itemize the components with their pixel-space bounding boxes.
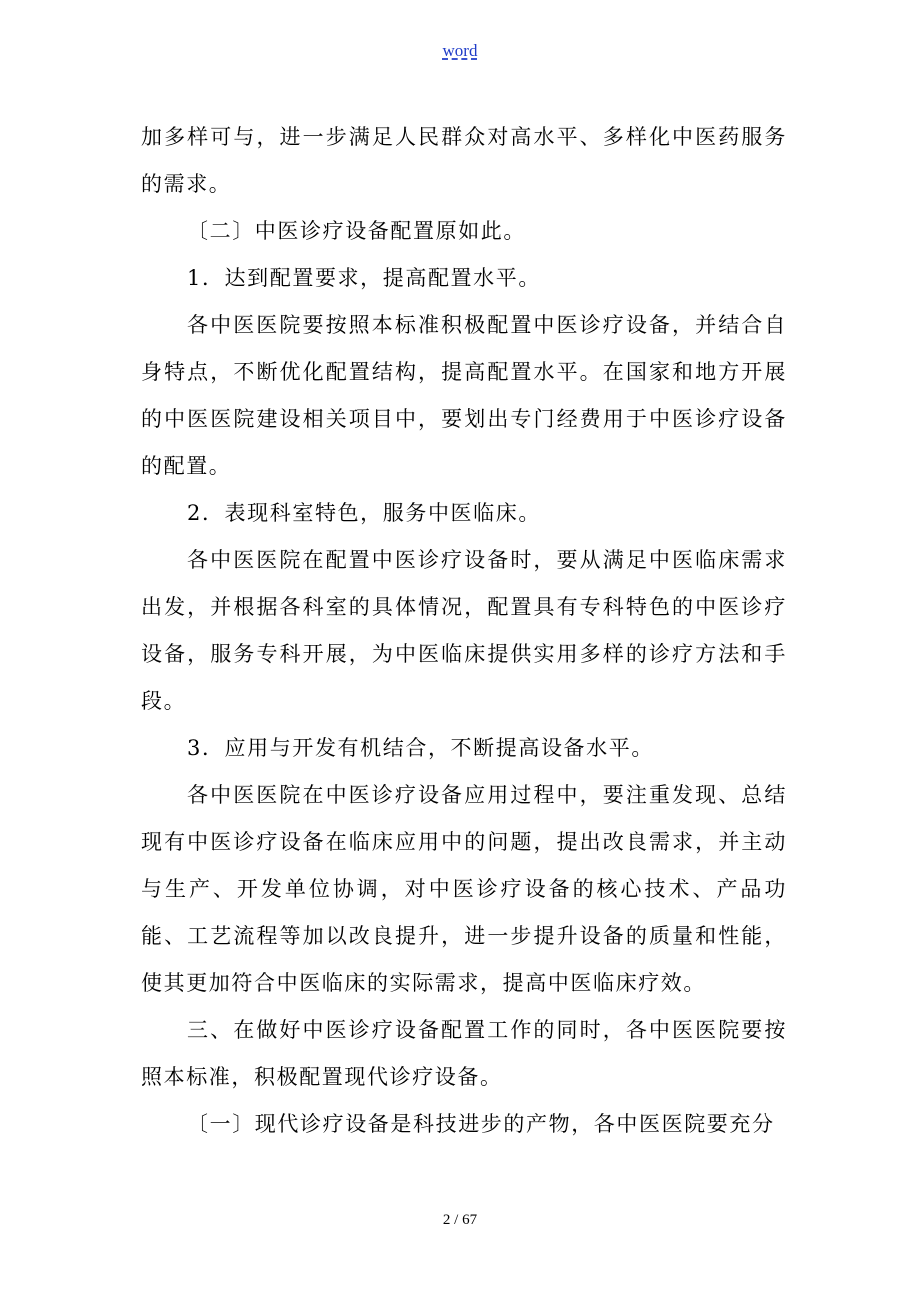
paragraph: 各中医医院在配置中医诊疗设备时，要从满足中医临床需求出发，并根据各科室的具体情况，配置具有专科特色的中医诊疗设备，服务专科开展，为中医临床提供实用多样的诊疗方法和手段。 [141,548,787,713]
header-word-link[interactable]: word [442,41,478,60]
document-body [141,114,787,1148]
page-number: 2 / 67 [442,1212,478,1228]
subheading-3: 3．应用与开发有机结合，不断提高设备水平。 [187,736,654,760]
paragraph: 各中医医院要按照本标准积极配置中医诊疗设备，并结合自身特点，不断优化配置结构，提高配置水平。在国家和地方开展的中医医院建设相关项目中，要划出专门经费用于中医诊疗设备的配置。 [141,313,787,478]
paragraph-continuation: 加多样可与，进一步满足人民群众对高水平、多样化中医药服务的需求。 [141,125,787,196]
subheading-1: 1．达到配置要求，提高配置水平。 [187,266,541,290]
section-heading-3: 三、在做好中医诊疗设备配置工作的同时，各中医医院要按照本标准，积极配置现代诊疗设备。 [141,1018,787,1089]
section-heading-3-1: 〔一〕现代诊疗设备是科技进步的产物，各中医医院要充分 [187,1112,775,1136]
page-header [0,40,920,62]
subheading-2: 2．表现科室特色，服务中医临床。 [187,501,541,525]
section-heading-2: 〔二〕中医诊疗设备配置原如此。 [187,219,526,243]
paragraph: 各中医医院在中医诊疗设备应用过程中，要注重发现、总结现有中医诊疗设备在临床应用中的问题，提出改良需求，并主动与生产、开发单位协调，对中医诊疗设备的核心技术、产品功能、工艺流程等加以改良提升，进一步提升设备的质量和性能，使其更加符合中医临床的实际需求，提高中医临床疗效。 [141,783,787,995]
